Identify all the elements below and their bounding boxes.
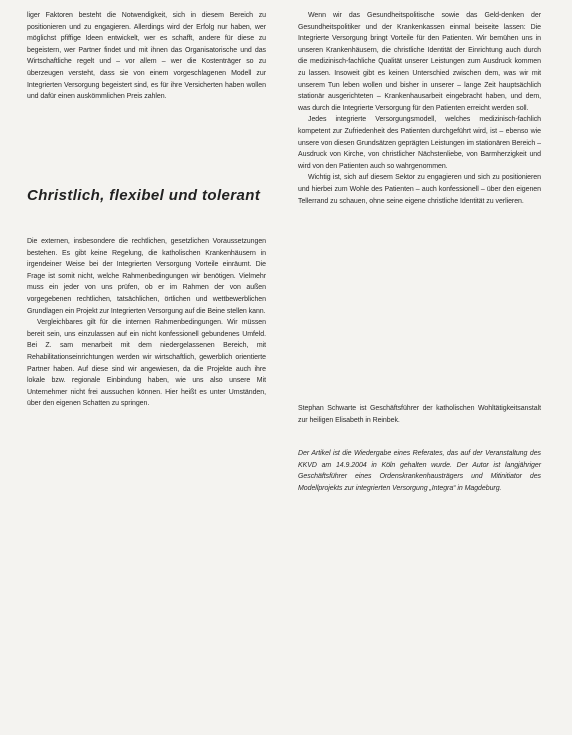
editorial-note: [298, 448, 541, 494]
left-column-intro: [27, 10, 266, 103]
right-column: [298, 10, 541, 207]
body-paragraph: Wenn wir das Gesundheitspolitische sowie das Geld-denken der Gesundheitspolitiker und der Krankenkassen einmal beiseite lassen: Die Integrierte Versorgung bringt Vorteile für den Patienten. Wir bemühen uns in unseren Krankenhäusern, die christliche Identität der Einrichtung auch durch die medizinisch-fachliche Qualität unserer Leistungen zum Ausdruck kommen zu lassen. Insoweit gibt es keinen Unterschied zwischen dem, was wir mit unserem Tun leben wollen und bisher in unserer – lange Zeit hauptsächlich stationär ausgerichteten – Krankenhausarbeit eingebracht haben, und dem, was durch die Integrierte Versorgung für den Patienten erreicht werden soll.: [298, 12, 541, 112]
body-paragraph: Vergleichbares gilt für die internen Rahmenbedingungen. Wir müssen bereit sein, uns einzulassen auf ein nicht konfessionell gebundenes Umfeld. Bei Z. sam menarbeit mit dem niedergelassenen Bereich, mit Rehabilitationseinrichtungen werden wir wirtschaftlich, gewerblich orientierte Partner haben. Auf diese sind wir angewiesen, da die Projekte auch ihre lokale bzw. regionale Einbindung haben, wie uns also unsere Mit Unternehmer nicht frei aussuchen können. Hier heißt es unter Umständen, über den eigenen Schatten zu springen.: [27, 319, 266, 408]
section-heading: Christlich, flexibel und tolerant: [27, 187, 261, 204]
left-column-body: [27, 236, 266, 410]
body-paragraph: Jedes integrierte Versorgungsmodell, welches medizinisch-fachlich kompetent zur Zufriedenheit des Patienten durchgeführt wird, ist – ebenso wie unsere von diesen Grundsätzen geprägten Leistungen im stationären Bereich – Ausdruck von Kirche, von christlicher Nächstenliebe, von Barmherzigkeit und wird von den Patienten auch so wahrgenommen.: [298, 116, 541, 170]
editorial-note-text: Der Artikel ist die Wiedergabe eines Referates, das auf der Veranstaltung des KKVD am 14.9.2004 in Köln gehalten wurde. Der Autor ist langjähriger Geschäftsführer eines Ordenskrankenhausträgers und Mitinitiator des Modellprojekts zur integrierten Versorgung „Integra“ in Magdeburg.: [298, 450, 541, 492]
body-paragraph: Die externen, insbesondere die rechtlichen, gesetzlichen Voraussetzungen bestehen. Es gibt keine Regelung, die katholischen Krankenhäusern in irgendeiner Weise bei der Integrierten Versorgung Vorteile einräumt. Die Frage ist somit nicht, welche Rahmenbedingungen wir benötigen. Vielmehr muss ein jeder von uns prüfen, ob er im Rahmen der von außen vorgegebenen rechtlichen, tatsächlichen, örtlichen und wettbewerblichen Grundlagen ein Projekt zur Integrierten Versorgung auf die Beine stellen kann.: [27, 238, 266, 315]
author-bio-text: Stephan Schwarte ist Geschäftsführer der katholischen Wohltätigkeitsanstalt zur heiligen Elisabeth in Reinbek.: [298, 405, 541, 424]
intro-paragraph: liger Faktoren besteht die Notwendigkeit, sich in diesem Bereich zu positionieren und zu engagieren. Allerdings wird der Erfolg nur haben, wer möglichst pfiffige Ideen entwickelt, wer es schafft, andere für diese zu begeistern, wer Partner findet und mit ihnen das Organisatorische und das Wirtschaftliche regelt und – vor allem – wer die Kostenträger so zu überzeugen versteht, dass sie von einem vorgeschlagenen Modell zur Integrierten Versorgung begeistert sind, es für ihre Versicherten haben wollen und dafür einen auskömmlichen Preis zahlen.: [27, 12, 266, 101]
author-bio: [298, 403, 541, 426]
body-paragraph: Wichtig ist, sich auf diesem Sektor zu engagieren und sich zu positionieren und hierbei zum Wohle des Patienten – auch konfessionell – über den eigenen Tellerrand zu schauen, ohne seine eigene christliche Identität zu verlieren.: [298, 174, 541, 205]
